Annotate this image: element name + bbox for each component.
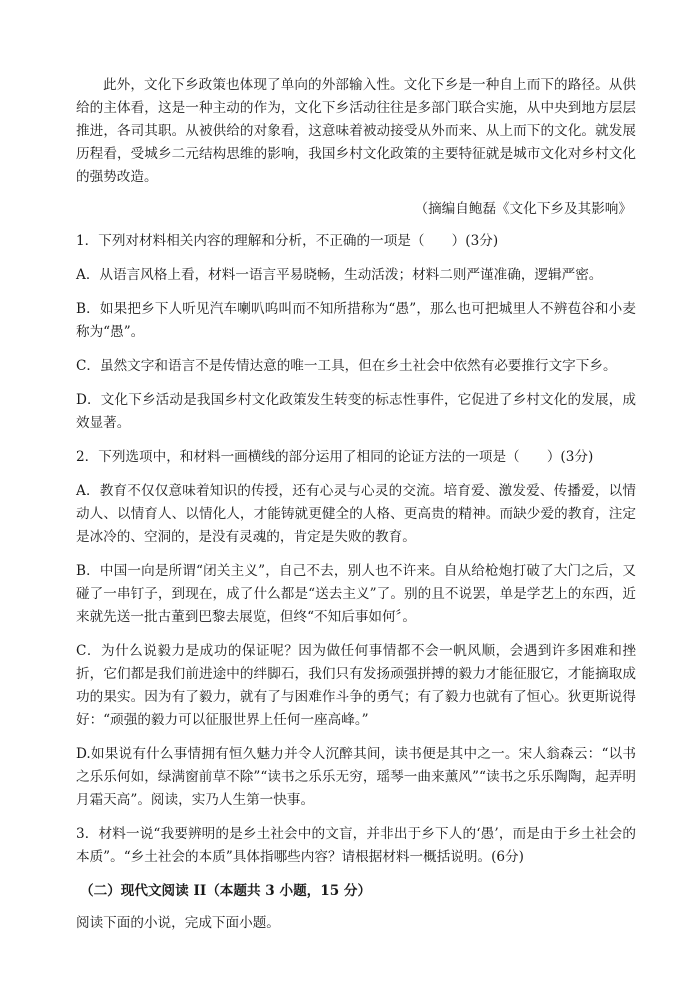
passage-source: （摘编自鲍磊《文化下乡及其影响》 bbox=[414, 201, 632, 217]
question-2-option-a: A．教育不仅仅意味着知识的传授，还有心灵与心灵的交流。培育爱、激发爱、传播爱，以情动人、以情育人、以情化人，才能铸就更健全的人格、更高贵的精神。而缺少爱的教育，注定是冰冷的、空洞的，是没有灵魂的，肯定是失败的教育。 bbox=[76, 483, 636, 545]
passage-paragraph: 此外，文化下乡政策也体现了单向的外部输入性。文化下乡是一种自上而下的路径。从供给的主体看，这是一种主动的作为，文化下乡活动往往是多部门联合实施，从中央到地方层层推进，各司其职。从被供给的对象看，这意味着被动接受从外而来、从上而下的文化。就发展历程看，受城乡二元结构思维的影响，我国乡村文化政策的主要特征就是城市文化对乡村文化的强势改造。 bbox=[76, 77, 636, 185]
question-1-stem: 1．下列对材料相关内容的理解和分析，不正确的一项是（ ）(3分) bbox=[76, 233, 499, 249]
section-2-heading: （二）现代文阅读 II（本题共 3 小题，15 分） bbox=[80, 883, 372, 899]
question-1-option-c: C．虽然文字和语言不是传情达意的唯一工具，但在乡土社会中依然有必要推行文字下乡。 bbox=[76, 358, 617, 374]
document-page bbox=[76, 74, 636, 935]
question-1-option-d: D．文化下乡活动是我国乡村文化政策发生转变的标志性事件，它促进了乡村文化的发展，成效显著。 bbox=[76, 392, 636, 431]
question-1-option-a: A．从语言风格上看，材料一语言平易晓畅，生动活泼；材料二则严谨准确，逻辑严密。 bbox=[76, 267, 603, 283]
question-2-option-d: D.如果说有什么事情拥有恒久魅力并令人沉醉其间，读书便是其中之一。宋人翁森云：“以书之乐乐何如，绿满窗前草不除”“读书之乐乐无穷，瑶琴一曲来薰风”“读书之乐乐陶陶，起弄明月霜天高”。阅读，实乃人生第一快事。 bbox=[76, 746, 636, 808]
section-2-instruction: 阅读下面的小说，完成下面小题。 bbox=[76, 915, 280, 931]
question-2-option-c: C．为什么说毅力是成功的保证呢？因为做任何事情都不会一帆风顺，会遇到许多困难和挫折，它们都是我们前进途中的绊脚石，我们只有发扬顽强拼搏的毅力才能征服它，才能摘取成功的果实。因为有了毅力，就有了与困难作斗争的勇气；有了毅力也就有了恒心。狄更斯说得好：“顽强的毅力可以征服世界上任何一座高峰。” bbox=[76, 643, 636, 728]
question-3-stem: 3．材料一说“我要辨明的是乡土社会中的文盲，并非出于乡下人的‘愚’，而是由于乡土社会的本质”。“乡土社会的本质”具体指哪些内容？请根据材料一概括说明。(6分) bbox=[76, 826, 636, 865]
question-2-option-b: B．中国一向是所谓“闭关主义”，自己不去，别人也不许来。自从给枪炮打破了大门之后，又碰了一串钉子，到现在，成了什么都是“送去主义”了。别的且不说罢，单是学艺上的东西，近来就先送一批古董到巴黎去展览，但终“不知后事如何〞。 bbox=[76, 563, 636, 625]
question-2-stem: 2．下列选项中，和材料一画横线的部分运用了相同的论证方法的一项是（ ）(3分) bbox=[76, 449, 594, 465]
question-1-option-b: B．如果把乡下人听见汽车喇叭呜叫而不知所措称为“愚”，那么也可把城里人不辨苞谷和小麦称为“愚”。 bbox=[76, 301, 636, 340]
